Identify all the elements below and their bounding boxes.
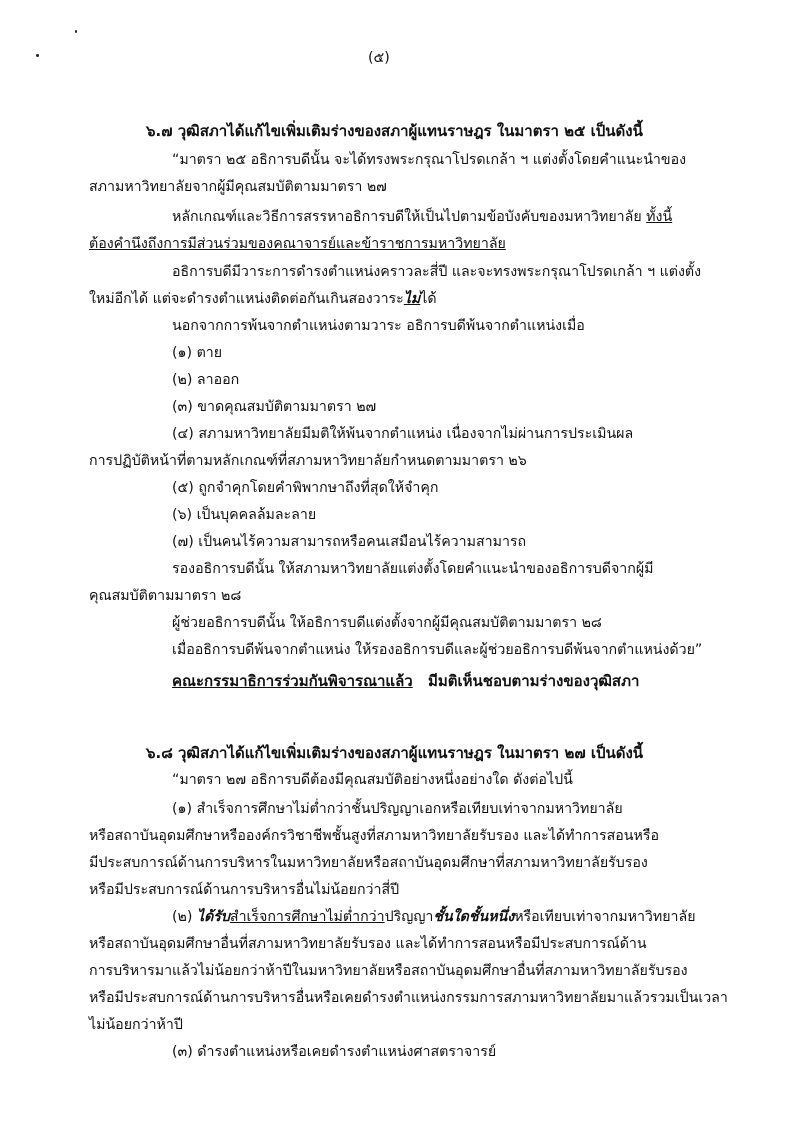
- qualification-3: (๓) ดำรงตำแหน่งหรือเคยดำรงตำแหน่งศาสตราจารย์: [172, 1044, 497, 1060]
- criteria-line-2: ต้องคำนึงถึงการมีส่วนร่วมของคณาจารย์และข้าราชการมหาวิทยาลัย: [89, 236, 506, 252]
- term-line-2: [89, 289, 437, 309]
- qualification-2-line-3: การบริหารมาแล้วไม่น้อยกว่าห้าปีในมหาวิทยาลัยหรือสถาบันอุดมศึกษาอื่นที่สภามหาวิทยาลัยรับรอง: [89, 963, 688, 979]
- qualification-2-line-1: [172, 907, 696, 927]
- removal-item-7: (๗) เป็นคนไร้ความสามารถหรือคนเสมือนไร้ความสามารถ: [172, 534, 527, 550]
- section-6-8-heading: ๖.๘ วุฒิสภาได้แก้ไขเพิ่มเติมร่างของสภาผู้แทนราษฎร ในมาตรา ๒๗ เป็นดังนี้: [146, 744, 644, 762]
- qualification-1-line-4: หรือมีประสบการณ์ด้านการบริหารอื่นไม่น้อยกว่าสี่ปี: [89, 882, 400, 898]
- q2-inserted-phrase: ชั้นใดชั้นหนึ่ง: [433, 909, 515, 925]
- q2-struck-phrase: สำเร็จการศึกษาไม่ต่ำกว่า: [229, 909, 385, 925]
- section-6-7-heading: ๖.๗ วุฒิสภาได้แก้ไขเพิ่มเติมร่างของสภาผู้แทนราษฎร ในมาตรา ๒๕ เป็นดังนี้: [146, 122, 643, 140]
- qualification-1-line-1: (๑) สำเร็จการศึกษาไม่ต่ำกว่าชั้นปริญญาเอกหรือเทียบเท่าจากมหาวิทยาลัย: [172, 801, 623, 817]
- criteria-line-1: [172, 207, 672, 227]
- criteria-underlined-text: ทั้งนี้: [646, 209, 673, 225]
- removal-item-1: (๑) ตาย: [172, 345, 223, 361]
- term-text-end: ได้: [420, 291, 437, 307]
- term-text: ใหม่อีกได้ แต่จะดำรงตำแหน่งติดต่อกันเกินสองวาระ: [89, 291, 404, 307]
- assistant-line-1: ผู้ช่วยอธิการบดีนั้น ให้อธิการบดีแต่งตั้งจากผู้มีคุณสมบัติตามมาตรา ๒๘: [172, 615, 602, 631]
- removal-item-5: (๕) ถูกจำคุกโดยคำพิพากษาถึงที่สุดให้จำคุก: [172, 480, 439, 496]
- qualification-2-line-5: ไม่น้อยกว่าห้าปี: [89, 1017, 183, 1033]
- qualification-2-line-4: หรือมีประสบการณ์ด้านการบริหารอื่นหรือเคยดำรงตำแหน่งกรรมการสภามหาวิทยาลัยมาแล้วรวมเป็นเวลา: [89, 990, 728, 1006]
- assistant-line-2: เมื่ออธิการบดีพ้นจากตำแหน่ง ให้รองอธิการบดีและผู้ช่วยอธิการบดีพ้นจากตำแหน่งด้วย”: [172, 642, 703, 658]
- page-number: (๕): [368, 50, 390, 66]
- q2-number: (๒): [172, 909, 197, 925]
- qualification-1-line-3: มีประสบการณ์ด้านการบริหารในมหาวิทยาลัยหรือสถาบันอุดมศึกษาที่สภามหาวิทยาลัยรับรอง: [89, 855, 648, 871]
- q2-degree: ปริญญา: [384, 909, 434, 925]
- term-edited-word: ไม่: [403, 291, 421, 307]
- article-27-intro: “มาตรา ๒๗ อธิการบดีต้องมีคุณสมบัติอย่างหนึ่งอย่างใด ดังต่อไปนี้: [172, 772, 573, 788]
- scan-speck: [36, 54, 39, 57]
- criteria-text: หลักเกณฑ์และวิธีการสรรหาอธิการบดีให้เป็นไปตามข้อบังคับของมหาวิทยาลัย: [172, 209, 647, 225]
- removal-item-3: (๓) ขาดคุณสมบัติตามมาตรา ๒๗: [172, 399, 377, 415]
- q2-rest: หรือเทียบเท่าจากมหาวิทยาลัย: [514, 909, 696, 925]
- article-25-line-1: “มาตรา ๒๕ อธิการบดีนั้น จะได้ทรงพระกรุณาโปรดเกล้า ฯ แต่งตั้งโดยคำแนะนำของ: [172, 152, 687, 168]
- committee-resolution: มีมติเห็นชอบตามร่างของวุฒิสภา: [428, 672, 640, 690]
- vice-president-line-1: รองอธิการบดีนั้น ให้สภามหาวิทยาลัยแต่งตั้งโดยคำแนะนำของอธิการบดีจากผู้มี: [172, 561, 654, 577]
- article-25-line-2: สภามหาวิทยาลัยจากผู้มีคุณสมบัติตามมาตรา ๒๗: [89, 179, 387, 195]
- qualification-1-line-2: หรือสถาบันอุดมศึกษาหรือองค์กรวิชาชีพชั้นสูงที่สภามหาวิทยาลัยรับรอง และได้ทำการสอนหรือ: [89, 828, 660, 844]
- removal-item-4: (๔) สภามหาวิทยาลัยมีมติให้พ้นจากตำแหน่ง เนื่องจากไม่ผ่านการประเมินผล: [172, 426, 634, 442]
- removal-intro: นอกจากการพ้นจากตำแหน่งตามวาระ อธิการบดีพ้นจากตำแหน่งเมื่อ: [172, 318, 585, 334]
- removal-item-4-cont: การปฏิบัติหน้าที่ตามหลักเกณฑ์ที่สภามหาวิทยาลัยกำหนดตามมาตรา ๒๖: [89, 453, 527, 469]
- term-line-1: อธิการบดีมีวาระการดำรงตำแหน่งคราวละสี่ปี และจะทรงพระกรุณาโปรดเกล้า ฯ แต่งตั้ง: [172, 264, 702, 280]
- removal-item-6: (๖) เป็นบุคคลล้มละลาย: [172, 507, 317, 523]
- q2-inserted-word: ได้รับ: [196, 909, 230, 925]
- scan-speck: [75, 30, 77, 33]
- committee-label: คณะกรรมาธิการร่วมกันพิจารณาแล้ว: [172, 672, 413, 690]
- vice-president-line-2: คุณสมบัติตามมาตรา ๒๘: [89, 588, 242, 604]
- removal-item-2: (๒) ลาออก: [172, 372, 240, 388]
- qualification-2-line-2: หรือสถาบันอุดมศึกษาอื่นที่สภามหาวิทยาลัยรับรอง และได้ทำการสอนหรือมีประสบการณ์ด้าน: [89, 936, 647, 952]
